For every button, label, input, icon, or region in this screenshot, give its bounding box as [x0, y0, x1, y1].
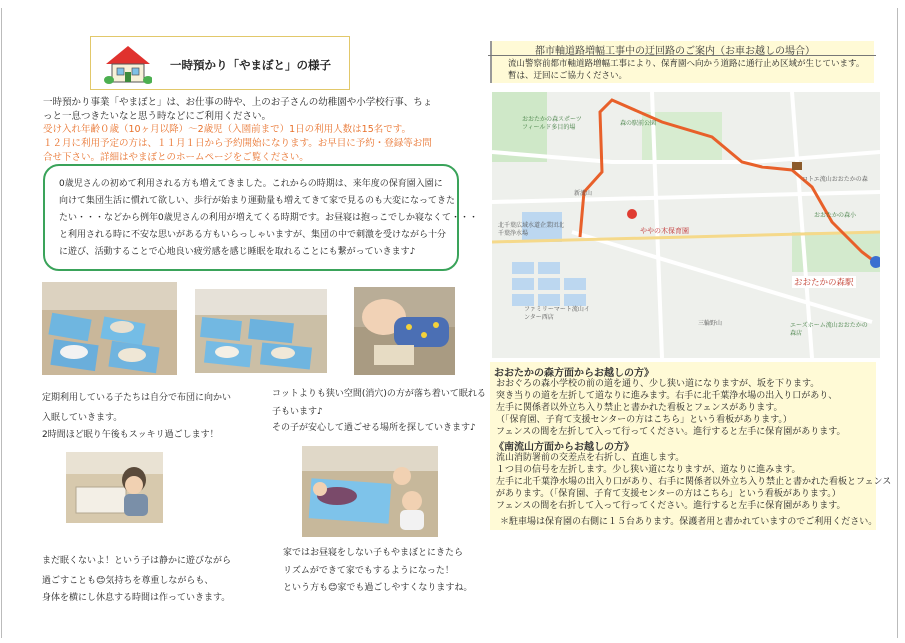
caption-1-line: 2時間ほど眠り午後もスッキリ過ごします！ — [42, 430, 219, 440]
map-label: 新流山 — [574, 190, 593, 197]
caption-2-line: その子が安心して過ごせる場所を探していきます♪ — [272, 423, 476, 433]
bubble-line: たい・・・などから例年0歳児さんの利用が増えてくる時期です。お昼寝は抱っこでしか寝なくて・・・ — [59, 213, 479, 223]
caption-1-line: 入眠していきます。 — [42, 413, 123, 423]
photo-children-napping-cots — [42, 282, 177, 375]
route-2-line: 左手に北千葉浄水場の出入り口があり、右手に関係者以外立ち入り禁止と書かれた看板とフェンス — [496, 477, 892, 487]
photo-napping-room — [195, 289, 327, 373]
nursery-pin — [627, 209, 637, 219]
map-label: 森の駅前公園 — [620, 120, 657, 127]
photo-child-reading-book — [66, 452, 163, 523]
caption-3-line: まだ眠くないよ！という子は静かに遊びながら — [42, 556, 232, 566]
map-label: コトエ流山おおたかの森 — [802, 176, 868, 183]
intro-line-1: 一時預かり事業「やまぼと」は、お仕事の時や、上のお子さんの幼稚園や小学校行事、ちょ — [43, 97, 433, 108]
caption-4-line: という方も😊家でも過ごしやすくなりますね。 — [283, 583, 473, 593]
caption-1-line: 定期利用している子たちは自分で布団に向かい — [42, 393, 232, 403]
route-1-line: 突き当りの道を左折して道なりに進みます。右手に北千葉浄水場の出入り口があり、 — [496, 391, 838, 401]
caption-2-line: コットよりも狭い空間(消穴)の方が落ち着いて眠れる — [272, 389, 486, 399]
detour-notice-line-1: 流山警察前都市軸道路増幅工事により、保育園へ向かう道路に通行止め区域が生じています。 — [508, 59, 865, 69]
route-1-line: フェンスの間を左折して入って行ってください。進行すると左手に保育園があります。 — [496, 427, 846, 437]
caption-3-line: 身体を横にし休息する時間は作っていきます。 — [42, 593, 231, 603]
page-border-left — [1, 8, 5, 638]
notice-line-1: 受け入れ年齢０歳（10ヶ月以降）～2歳児（入園前まで）1日の利用人数は15名です。 — [43, 124, 412, 135]
route-1-line: 左手に関係者以外立ち入り禁止と書かれた看板とフェンスがあります。 — [496, 403, 783, 413]
notice-line-3: 合せ下さい。詳細はやまぼとのホームページをご覧ください。 — [43, 152, 309, 163]
caption-4-line: 家ではお昼寝をしない子もやまぼとにきたら — [283, 548, 464, 558]
page-border-right — [897, 8, 899, 638]
map-label: ファミリーマート流山インター西店 — [524, 306, 590, 321]
caption-2-line: 子もいます♪ — [272, 407, 323, 417]
house-icon — [104, 44, 152, 84]
photo-child-sleeping-closet — [354, 287, 455, 375]
bubble-line: 0歳児さんの初めて利用される方も増えてきました。これからの時期は、来年度の保育園入園に — [59, 179, 443, 189]
map-label: 三輪野山 — [698, 320, 723, 327]
intro-line-2: っと一息つきたいなと思う時などにご利用ください。 — [43, 111, 272, 122]
caption-4-line: リズムができて家でもするようになった！ — [283, 566, 454, 576]
info-bubble — [43, 164, 479, 271]
map-label: おおたかの森スポーツフィールド多目的場 — [522, 116, 582, 131]
notice-line-2: １２月に利用予定の方は、１１月１日から予約開始になります。お早目に予約・登録等お問 — [43, 138, 432, 149]
map-label: 北千葉広域水道企業団北千葉浄水場 — [498, 222, 565, 237]
map-label-station: おおたかの森駅 — [794, 278, 854, 288]
parking-note: ＊駐車場は保育園の右側に１５台あります。保護者用と書かれていますのでご利用ください。 — [500, 517, 878, 527]
map-label-nursery: ややの木保育園 — [640, 227, 689, 235]
route-2-title: 《南流山方面からお越しの方》 — [494, 442, 634, 453]
bubble-line: と利用される時に不安な思いがある方もいらっしゃいますが、集団の中で刺激を受けながら十分 — [59, 230, 447, 240]
route-1-line: （「保育園、子育て支援センターの方はこちら」という看板があります。） — [496, 415, 792, 425]
photo-children-on-cots — [302, 446, 438, 537]
route-2-line: １つ目の信号を左折します。少し狭い道になりますが、道なりに進みます。 — [496, 465, 801, 475]
route-2-line: フェンスの間を右折して入って行ってください。進行すると左手に保育園があります。 — [496, 501, 846, 511]
bubble-line: 向けて集団生活に慣れて欲しい、歩行が始まり運動量も増えてきて家で見るのも大変になってきた — [59, 196, 456, 206]
route-2-line: 流山消防署前の交差点を右折し、直進します。 — [496, 453, 685, 463]
bubble-line: に遊び、活動することで心地良い疲労感を感じ睡眠を取れることにも繋がっていきます♪ — [59, 247, 416, 257]
route-2-line: があります。（「保育園、子育て支援センターの方はこちら」という看板があります。） — [496, 489, 841, 499]
page-title: 一時預かり「やまぼと」の様子 — [170, 58, 331, 72]
detour-map — [492, 92, 880, 358]
detour-title: 都市軸道路増幅工事中の迂回路のご案内（お車お越しの場合） — [535, 46, 815, 57]
map-label: エーズホーム流山おおたかの森店 — [790, 322, 868, 337]
detour-notice-line-2: 暫は、迂回にご協力ください。 — [508, 71, 628, 81]
route-1-line: おおぐろの森小学校の前の道を通り、少し狭い道になりますが、坂を下ります。 — [496, 379, 820, 389]
route-1-title: おおたかの森方面からお越しの方》 — [494, 368, 654, 379]
caption-3-line: 過ごすことも😊気持ちを尊重しながらも、 — [42, 576, 214, 586]
map-label: おおたかの森小 — [814, 212, 857, 219]
